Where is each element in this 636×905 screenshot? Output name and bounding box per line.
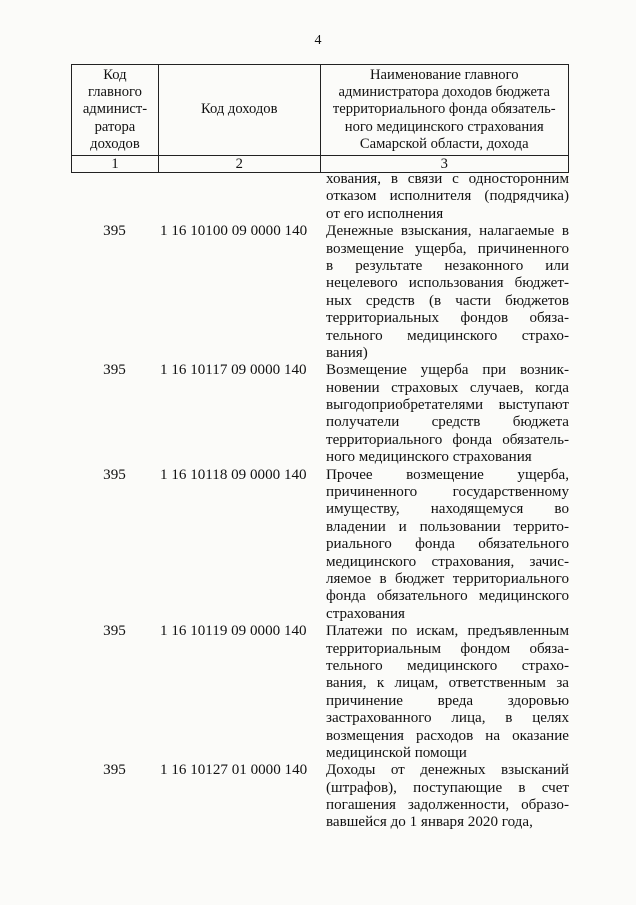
income-name-line: вания): [326, 344, 368, 361]
income-name-line: территориальных фондов обяза-: [326, 310, 569, 327]
table-row: [71, 467, 569, 624]
income-name-line: вания, к лицам, ответственным за: [326, 675, 569, 692]
income-name-line: владении и пользовании террито-: [326, 518, 569, 535]
header-admin-code-line: главного: [88, 84, 142, 101]
income-name-line: отказом исполнителя (подрядчика): [326, 188, 569, 205]
header-admin-name-line: территориального фонда обязатель-: [332, 101, 556, 118]
table-row: [71, 171, 569, 223]
income-code-cell: [158, 171, 326, 223]
admin-code-cell: 395: [103, 466, 126, 483]
income-name-line: ных средств (в части бюджетов: [326, 292, 569, 309]
header-admin-name-line: Самарской области, дохода: [359, 135, 529, 152]
income-name-line: погашения задолженности, образо-: [326, 797, 569, 814]
header-admin-code-line: доходов: [90, 135, 140, 152]
income-name-line: хования, в связи с односторонним: [326, 171, 569, 187]
income-name-line: ляемое в бюджет территориального: [326, 570, 569, 587]
header-admin-code-line: Код: [103, 67, 127, 83]
header-num-3: 3: [320, 156, 569, 173]
income-name-cell: [326, 362, 569, 466]
income-name-line: территориального фонда обязатель-: [326, 431, 569, 448]
income-name-line: возмещения расходов на оказание: [326, 727, 569, 744]
income-name-line: нецелевого использования бюджет-: [326, 275, 569, 292]
income-name-line: ного медицинского страхования: [326, 449, 532, 466]
income-code-cell: 1 16 10117 09 0000 140: [160, 362, 307, 379]
income-name-cell: [326, 762, 569, 832]
income-name-line: медицинской помощи: [326, 744, 467, 761]
admin-code-cell: [71, 171, 158, 223]
income-name-line: от его исполнения: [326, 205, 444, 222]
income-name-line: риального фонда обязательного: [326, 536, 569, 553]
admin-code-cell: 395: [103, 362, 126, 379]
income-name-line: территориальным фондом обяза-: [326, 640, 569, 657]
income-name-line: медицинского страхования, зачис-: [326, 553, 569, 570]
table-header: [71, 64, 569, 173]
income-name-line: фонда обязательного медицинского: [326, 588, 569, 605]
header-admin-name: [320, 65, 569, 156]
table-row: [71, 762, 569, 832]
income-name-line: новении страховых случаев, когда: [326, 379, 569, 396]
income-name-line: Возмещение ущерба при возник-: [326, 362, 569, 379]
income-code-cell: 1 16 10127 01 0000 140: [160, 762, 308, 779]
income-code-cell: 1 16 10119 09 0000 140: [160, 623, 307, 640]
income-name-cell: [326, 467, 569, 624]
header-income-code: Код доходов: [158, 65, 320, 156]
table-body: [71, 171, 569, 832]
income-name-line: выгодоприобретателями выступают: [326, 397, 569, 414]
income-name-cell: [326, 623, 569, 762]
header-num-1: 1: [72, 156, 159, 173]
income-name-line: в результате незаконного или: [326, 257, 569, 274]
income-code-cell: 1 16 10100 09 0000 140: [160, 223, 308, 240]
admin-code-cell: 395: [103, 623, 126, 640]
header-admin-code-line: админист-: [82, 101, 148, 118]
table-row: [71, 362, 569, 466]
income-name-line: (штрафов), поступающие в счет: [326, 779, 569, 796]
income-name-line: имуществу, находящемуся во: [326, 501, 569, 518]
admin-code-cell: 395: [103, 762, 126, 779]
income-name-cell: [326, 223, 569, 362]
header-admin-name-line: ного медицинского страхования: [344, 118, 544, 135]
income-name-line: застрахованного лица, в целях: [326, 710, 569, 727]
income-name-line: причинение вреда здоровью: [326, 692, 569, 709]
income-name-line: Денежные взыскания, налагаемые в: [326, 223, 569, 240]
income-name-line: страхования: [326, 605, 405, 622]
income-code-cell: 1 16 10118 09 0000 140: [160, 466, 307, 483]
header-admin-name-line: Наименование главного: [370, 67, 519, 83]
header-num-2: 2: [158, 156, 320, 173]
admin-code-cell: 395: [103, 223, 126, 240]
income-name-line: тельного медицинского страхо-: [326, 327, 569, 344]
income-name-line: Доходы от денежных взысканий: [326, 762, 569, 779]
income-name-line: причиненного государственному: [326, 484, 569, 501]
header-admin-name-line: администратора доходов бюджета: [338, 84, 551, 101]
income-name-cell: [326, 171, 569, 223]
income-name-line: возмещение ущерба, причиненного: [326, 240, 569, 257]
income-name-line: Платежи по искам, предъявленным: [326, 623, 569, 640]
income-name-line: тельного медицинского страхо-: [326, 657, 569, 674]
income-name-line: вавшейся до 1 января 2020 года,: [326, 814, 533, 831]
header-admin-code: [72, 65, 159, 156]
header-admin-code-line: ратора: [94, 118, 136, 135]
table-row: [71, 623, 569, 762]
income-name-line: получатели средств бюджета: [326, 414, 569, 431]
income-name-line: Прочее возмещение ущерба,: [326, 466, 569, 483]
table-row: [71, 223, 569, 362]
page-number: 4: [314, 33, 322, 48]
